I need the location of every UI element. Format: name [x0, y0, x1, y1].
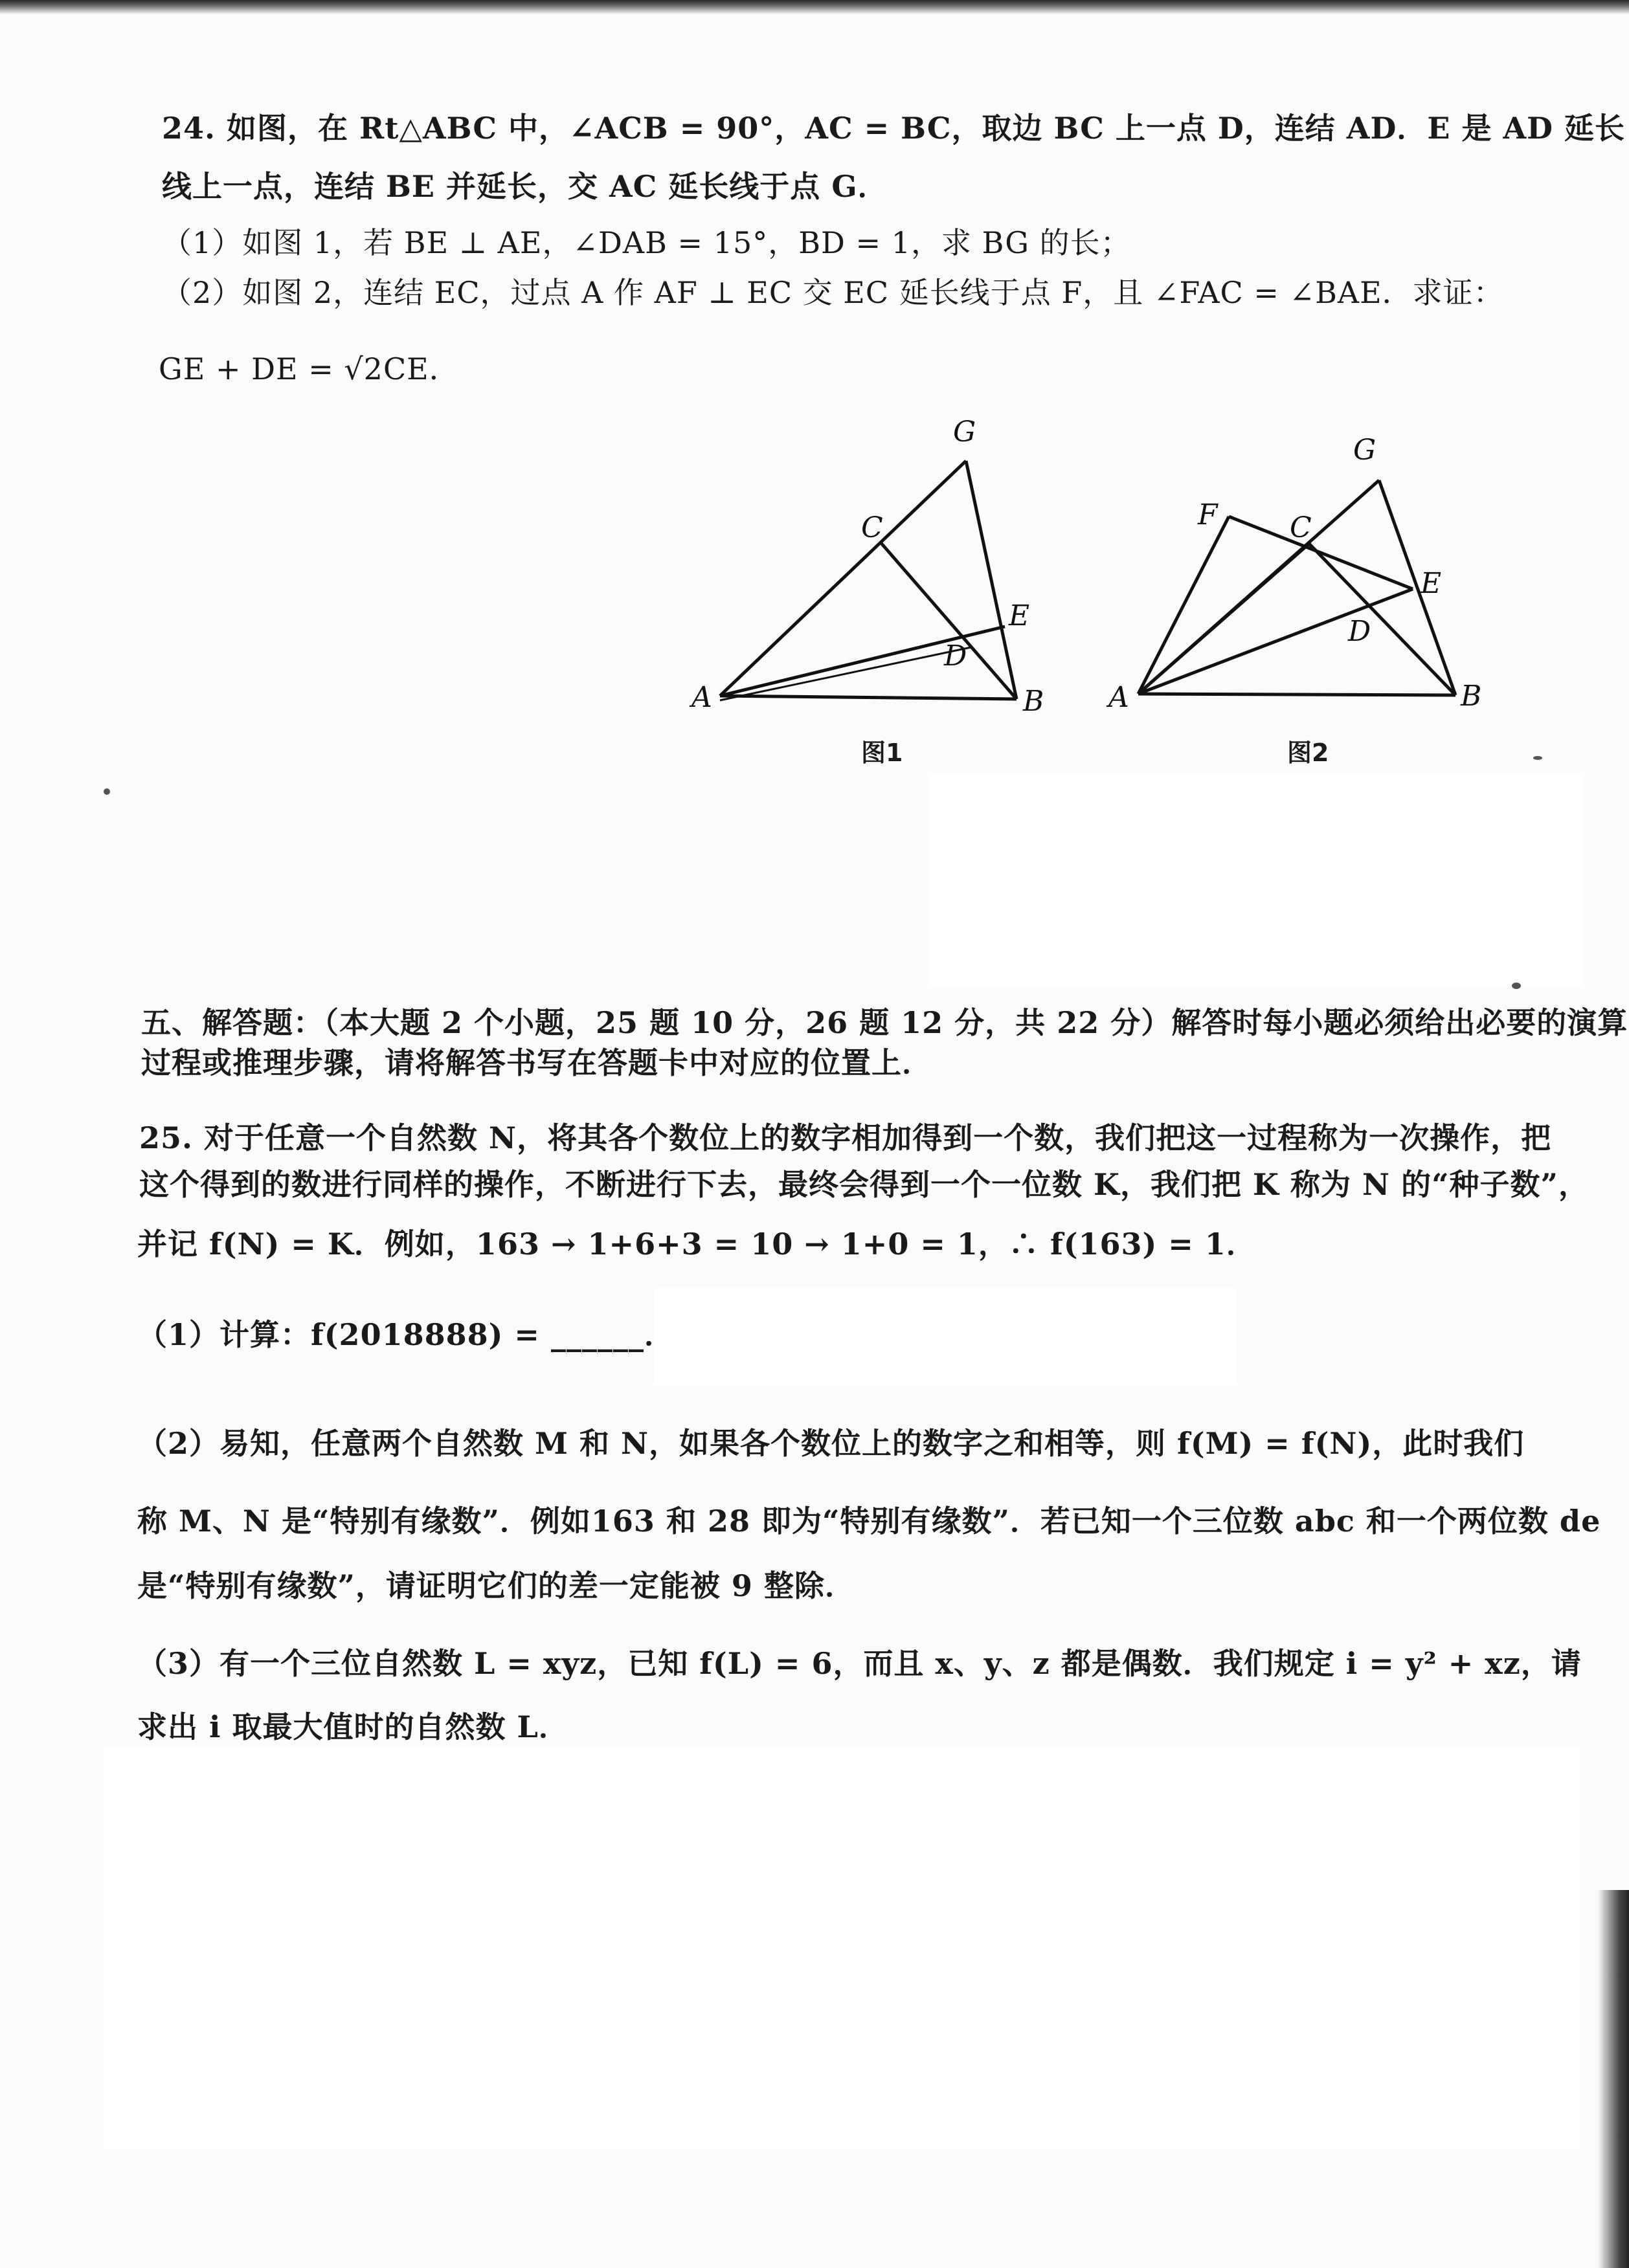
blank-mask-3 [104, 1748, 1580, 2149]
fig2-label-a: A [1108, 681, 1129, 714]
fig1-segment-gb [966, 461, 1017, 699]
fig2-segment-gb [1379, 480, 1455, 695]
fig2-segment-ac [1138, 544, 1309, 694]
scan-speck [1512, 983, 1521, 989]
q24-part1: （1）如图 1，若 BE ⊥ AE，∠DAB = 15°，BD = 1，求 BG 的长； [162, 225, 1131, 260]
q24-part2: （2）如图 2，连结 EC，过点 A 作 AF ⊥ EC 交 EC 延长线于点 F，且 ∠FAC = ∠BAE．求证： [162, 275, 1504, 310]
fig2-label-f: F [1198, 498, 1218, 531]
q25-part3-line2: 求出 i 取最大值时的自然数 L． [137, 1709, 569, 1744]
fig1-segment-ab [720, 696, 1017, 699]
fig1-segment-ad-faint [720, 647, 971, 700]
q25-part2-line3: 是“特别有缘数”，请证明它们的差一定能被 9 整除． [137, 1568, 855, 1603]
q24-part2-end: GE + DE = √2CE． [159, 351, 460, 386]
q25-part1: （1）计算：f(2018888) = ______． [137, 1317, 675, 1352]
fig2-label-c: C [1290, 511, 1312, 544]
fig1-label-d: D [944, 639, 967, 673]
fig2-label-b: B [1461, 680, 1482, 713]
q24-line2: 线上一点，连结 BE 并延长，交 AC 延长线于点 G． [162, 169, 888, 204]
scan-speck [104, 788, 110, 795]
scan-speck [1533, 756, 1542, 760]
section5-line1: 五、解答题：（本大题 2 个小题，25 题 10 分，26 题 12 分，共 22 分）解答时每小题必须给出必要的演算 [141, 1005, 1628, 1040]
blank-mask-1 [929, 773, 1583, 987]
q25-line3: 并记 f(N) = K．例如，163 → 1+6+3 = 10 → 1+0 = 1，∴ f(163) = 1． [137, 1227, 1257, 1262]
fig1-label-e: E [1009, 599, 1030, 632]
q25-part2-line2: 称 M、N 是“特别有缘数”．例如163 和 28 即为“特别有缘数”．若已知一个三位数 abc 和一个两位数 de [137, 1504, 1601, 1539]
fig2-segment-ab [1138, 694, 1455, 695]
fig1-label-a: A [691, 681, 712, 714]
q25-line2: 这个得到的数进行同样的操作，不断进行下去，最终会得到一个一位数 K，我们把 K 称为 N 的“种子数”， [139, 1167, 1589, 1202]
fig2-label-g: G [1353, 434, 1376, 467]
blank-mask-2 [654, 1288, 1237, 1385]
fig2-label-e: E [1421, 567, 1442, 600]
fig1-segment-ag [720, 461, 966, 696]
fig2-segment-af [1138, 517, 1229, 694]
figure-1-diagram [686, 408, 1062, 757]
q25-line1: 25. 对于任意一个自然数 N，将其各个数位上的数字相加得到一个数，我们把这一过程称为一次操作，把 [139, 1120, 1552, 1155]
fig1-label-c: C [861, 511, 883, 544]
fig1-segment-cb [881, 542, 1017, 699]
fig2-segment-fe [1229, 517, 1413, 589]
figure-2-diagram [1108, 427, 1489, 731]
fig2-segment-ae [1138, 589, 1413, 694]
figure-2-caption: 图2 [1287, 739, 1329, 767]
figure-1-caption: 图1 [861, 739, 903, 767]
scan-shadow-right [1598, 1890, 1629, 2268]
fig1-label-g: G [953, 416, 976, 449]
scan-shadow-top [0, 0, 1629, 14]
q24-line1: 24. 如图，在 Rt△ABC 中，∠ACB = 90°，AC = BC，取边 BC 上一点 D，连结 AD．E 是 AD 延长 [162, 111, 1626, 146]
section5-line2: 过程或推理步骤，请将解答书写在答题卡中对应的位置上． [141, 1045, 932, 1080]
q25-part2-line1: （2）易知，任意两个自然数 M 和 N，如果各个数位上的数字之和相等，则 f(M) = f(N)，此时我们 [137, 1426, 1525, 1461]
fig2-label-d: D [1348, 615, 1371, 648]
fig1-label-b: B [1023, 685, 1044, 718]
q25-part3-line1: （3）有一个三位自然数 L = xyz，已知 f(L) = 6，而且 x、y、z 都是偶数．我们规定 i = y² + xz，请 [137, 1646, 1582, 1681]
